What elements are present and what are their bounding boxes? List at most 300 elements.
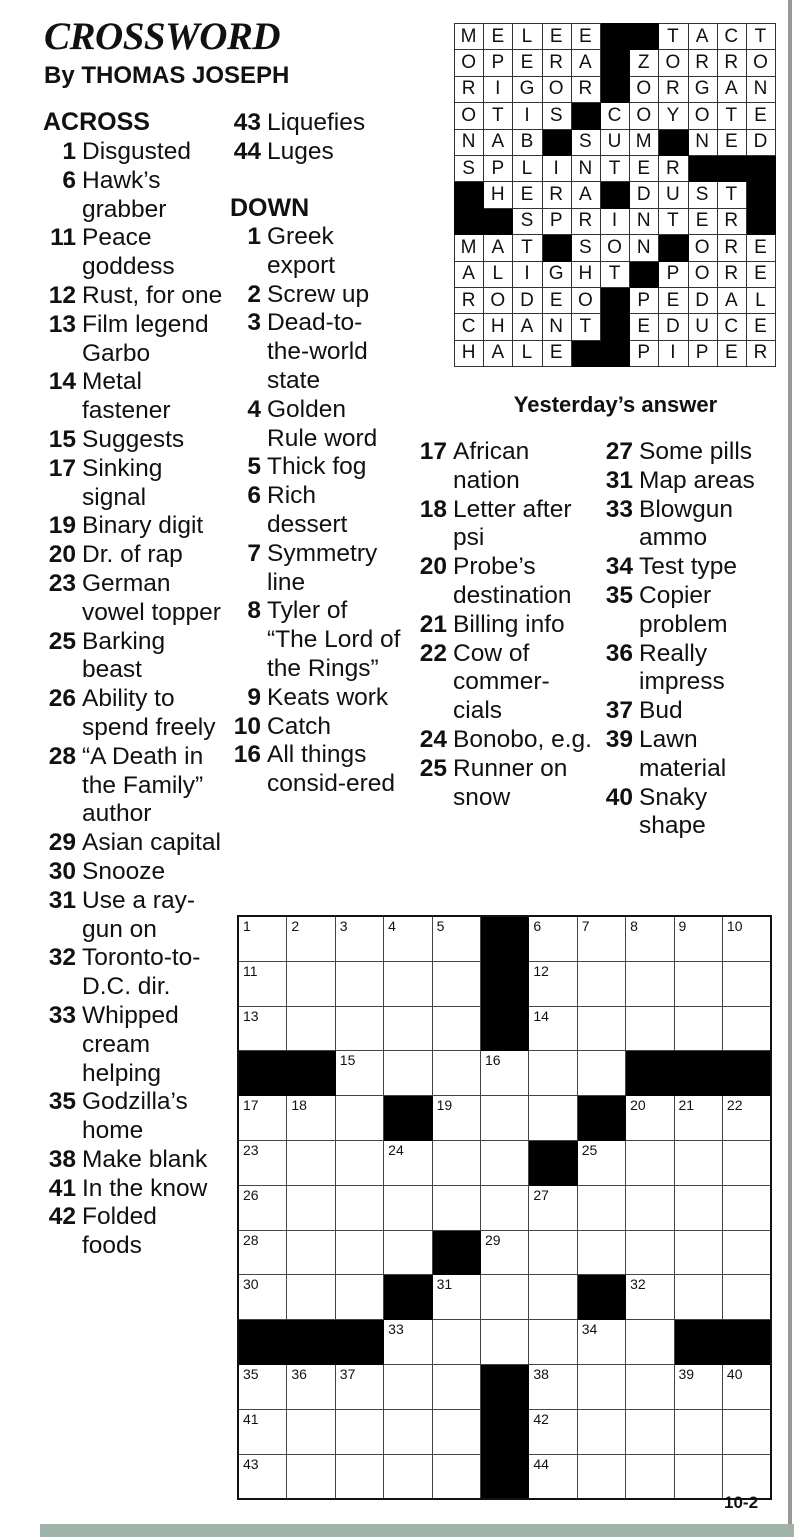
- clue-text: Greek export: [267, 223, 336, 279]
- clue-number: 6: [62, 166, 76, 194]
- grid-cell[interactable]: [674, 1185, 722, 1230]
- answer-black-square: [600, 340, 629, 366]
- grid-cell[interactable]: [529, 916, 577, 961]
- clue-col1-14: [43, 368, 223, 426]
- grid-cell[interactable]: [432, 1051, 480, 1096]
- grid-cell[interactable]: [529, 1051, 577, 1096]
- grid-cell[interactable]: [335, 1409, 383, 1454]
- answer-letter-cell: E: [542, 287, 571, 313]
- grid-cell[interactable]: [335, 1140, 383, 1185]
- answer-letter-cell: O: [542, 76, 571, 102]
- grid-cell[interactable]: [384, 1006, 432, 1051]
- grid-cell[interactable]: [287, 1006, 335, 1051]
- grid-cell[interactable]: [432, 1364, 480, 1409]
- answer-letter-cell: R: [659, 76, 688, 102]
- grid-cell[interactable]: [529, 1230, 577, 1275]
- answer-letter-cell: M: [630, 129, 659, 155]
- clue-text: Make blank: [82, 1145, 208, 1173]
- grid-cell[interactable]: [577, 1051, 625, 1096]
- black-square: [335, 1320, 383, 1365]
- grid-cell[interactable]: [577, 916, 625, 961]
- clue-number: 38: [48, 1145, 76, 1173]
- clue-text: “A Death in the Family” author: [82, 742, 204, 828]
- answer-letter-cell: E: [746, 235, 775, 261]
- clue-col4-37: [600, 697, 775, 726]
- answer-letter-cell: I: [484, 76, 513, 102]
- clue-number: 41: [48, 1174, 76, 1202]
- cell-number: 31: [436, 1276, 453, 1293]
- answer-letter-cell: H: [571, 261, 600, 287]
- grid-cell[interactable]: [626, 1454, 674, 1499]
- grid-cell[interactable]: [384, 1140, 432, 1185]
- grid-cell[interactable]: [577, 1320, 625, 1365]
- black-square: [238, 1051, 287, 1096]
- grid-cell[interactable]: [384, 1230, 432, 1275]
- grid-cell[interactable]: [384, 1409, 432, 1454]
- grid-cell[interactable]: [238, 1185, 287, 1230]
- grid-cell[interactable]: [626, 961, 674, 1006]
- grid-cell[interactable]: [529, 1185, 577, 1230]
- clue-number: 26: [48, 685, 76, 713]
- grid-cell[interactable]: [529, 1096, 577, 1141]
- answer-letter-cell: I: [600, 208, 629, 234]
- clue-col3-20: [414, 553, 596, 611]
- answer-letter-cell: R: [717, 208, 746, 234]
- clue-number: 32: [48, 944, 76, 972]
- grid-cell[interactable]: [335, 1185, 383, 1230]
- answer-letter-cell: O: [688, 103, 717, 129]
- clue-number: 6: [247, 482, 261, 510]
- clue-number: 43: [233, 109, 261, 136]
- grid-cell[interactable]: [529, 1320, 577, 1365]
- clue-col1-32: [43, 944, 223, 1002]
- grid-cell[interactable]: [238, 1364, 287, 1409]
- cell-number: 16: [484, 1052, 501, 1069]
- grid-cell[interactable]: [577, 961, 625, 1006]
- answer-letter-cell: I: [659, 340, 688, 366]
- grid-cell[interactable]: [287, 1275, 335, 1320]
- answer-black-square: [717, 155, 746, 181]
- clue-number: 8: [247, 597, 261, 625]
- grid-cell[interactable]: [238, 1230, 287, 1275]
- grid-cell[interactable]: [674, 1454, 722, 1499]
- cell-number: 27: [533, 1186, 549, 1203]
- grid-cell[interactable]: [674, 1275, 722, 1320]
- answer-letter-cell: B: [513, 129, 542, 155]
- clue-text: Binary digit: [82, 512, 204, 540]
- cell-number: 22: [726, 1097, 743, 1114]
- answer-letter-cell: E: [688, 208, 717, 234]
- clue-text: Luges: [267, 137, 334, 165]
- grid-cell[interactable]: [238, 1096, 287, 1141]
- answer-caption: Yesterday’s answer: [513, 392, 718, 417]
- clue-col4-39: [600, 726, 775, 784]
- clue-col4-36: [600, 640, 775, 698]
- clue-text: Copier problem: [639, 581, 728, 638]
- down-clues-col4: [600, 438, 775, 841]
- clue-number: 25: [48, 627, 76, 655]
- grid-cell[interactable]: [529, 1364, 577, 1409]
- grid-cell[interactable]: [384, 1185, 432, 1230]
- clue-number: 17: [419, 438, 447, 465]
- clue-col1-23: [43, 570, 223, 628]
- clue-number: 4: [247, 395, 261, 423]
- cell-number: 42: [533, 1410, 549, 1427]
- clue-number: 20: [48, 541, 76, 569]
- clue-col1-1: [43, 138, 223, 167]
- grid-cell[interactable]: [626, 916, 674, 961]
- grid-cell[interactable]: [480, 1230, 528, 1275]
- grid-cell[interactable]: [335, 1230, 383, 1275]
- grid-cell[interactable]: [626, 1275, 674, 1320]
- answer-letter-cell: D: [513, 287, 542, 313]
- grid-cell[interactable]: [238, 1140, 287, 1185]
- grid-cell[interactable]: [432, 1275, 480, 1320]
- clue-number: 24: [419, 725, 447, 753]
- answer-letter-cell: O: [571, 287, 600, 313]
- grid-cell[interactable]: [335, 1051, 383, 1096]
- clue-col1-30: [43, 858, 223, 887]
- grid-cell[interactable]: [432, 1140, 480, 1185]
- grid-cell[interactable]: [626, 1320, 674, 1365]
- grid-cell[interactable]: [335, 1006, 383, 1051]
- grid-cell[interactable]: [287, 1409, 335, 1454]
- black-square: [238, 1320, 287, 1365]
- grid-cell[interactable]: [238, 1409, 287, 1454]
- grid-cell[interactable]: [529, 1275, 577, 1320]
- black-square: [674, 1051, 722, 1096]
- puzzle-title: CROSSWORD: [44, 15, 281, 58]
- grid-cell[interactable]: [674, 1409, 722, 1454]
- answer-letter-cell: E: [571, 24, 600, 50]
- answer-letter-cell: D: [659, 314, 688, 340]
- clue-text: Blowgun ammo: [639, 495, 733, 552]
- grid-cell[interactable]: [480, 1275, 528, 1320]
- grid-cell[interactable]: [480, 1096, 528, 1141]
- grid-cell[interactable]: [335, 1275, 383, 1320]
- clue-text: Test type: [639, 553, 738, 581]
- grid-cell[interactable]: [626, 1185, 674, 1230]
- grid-cell[interactable]: [432, 1454, 480, 1499]
- answer-black-square: [455, 208, 484, 234]
- clue-text: Lawn material: [639, 725, 727, 782]
- grid-cell[interactable]: [287, 1230, 335, 1275]
- answer-letter-cell: P: [630, 340, 659, 366]
- grid-cell[interactable]: [432, 1006, 480, 1051]
- grid-cell[interactable]: [626, 1230, 674, 1275]
- cell-number: 18: [291, 1097, 307, 1114]
- grid-cell[interactable]: [722, 1364, 771, 1409]
- answer-letter-cell: P: [688, 340, 717, 366]
- black-square: [722, 1051, 771, 1096]
- grid-cell[interactable]: [674, 961, 722, 1006]
- answer-letter-cell: N: [630, 235, 659, 261]
- grid-cell[interactable]: [722, 1409, 771, 1454]
- grid-cell[interactable]: [577, 1409, 625, 1454]
- grid-cell[interactable]: [529, 1409, 577, 1454]
- clue-text: Rust, for one: [82, 281, 223, 309]
- grid-cell[interactable]: [577, 1185, 625, 1230]
- answer-letter-cell: E: [630, 155, 659, 181]
- cell-number: 21: [678, 1097, 695, 1114]
- clue-text: German vowel topper: [82, 569, 221, 626]
- clue-text: Toronto-to-D.C. dir.: [82, 944, 201, 1001]
- cell-number: 10: [726, 918, 743, 934]
- answer-letter-cell: C: [600, 103, 629, 129]
- black-square: [674, 1320, 722, 1365]
- answer-letter-cell: N: [688, 129, 717, 155]
- answer-letter-cell: S: [571, 129, 600, 155]
- clue-col2_down-16: [229, 741, 401, 799]
- clue-col2_down-3: [229, 309, 401, 395]
- across-clues-col1: [43, 138, 223, 1261]
- grid-cell[interactable]: [722, 1275, 771, 1320]
- answer-letter-cell: O: [688, 235, 717, 261]
- grid-cell[interactable]: [384, 1364, 432, 1409]
- answer-letter-cell: S: [455, 155, 484, 181]
- answer-letter-cell: R: [571, 208, 600, 234]
- answer-letter-cell: C: [717, 314, 746, 340]
- grid-cell[interactable]: [238, 1454, 287, 1499]
- clue-number: 12: [48, 281, 76, 309]
- grid-cell[interactable]: [577, 1006, 625, 1051]
- grid-cell[interactable]: [674, 1230, 722, 1275]
- answer-letter-cell: G: [688, 76, 717, 102]
- clue-col3-17: [414, 438, 596, 496]
- answer-letter-cell: A: [688, 24, 717, 50]
- cell-number: 24: [388, 1141, 404, 1158]
- clue-number: 31: [48, 886, 76, 914]
- answer-letter-cell: O: [455, 50, 484, 76]
- answer-letter-cell: O: [659, 50, 688, 76]
- black-square: [722, 1320, 771, 1365]
- cell-number: 15: [339, 1052, 356, 1069]
- clue-text: Hawk’s grabber: [82, 166, 167, 223]
- cell-number: 14: [533, 1007, 549, 1024]
- answer-letter-cell: O: [688, 261, 717, 287]
- grid-cell[interactable]: [432, 916, 480, 961]
- grid-cell[interactable]: [287, 916, 335, 961]
- grid-cell[interactable]: [480, 1320, 528, 1365]
- answer-letter-cell: E: [630, 314, 659, 340]
- answer-letter-cell: A: [717, 287, 746, 313]
- cell-number: 5: [436, 918, 445, 934]
- grid-cell[interactable]: [432, 961, 480, 1006]
- answer-letter-cell: T: [717, 182, 746, 208]
- grid-cell[interactable]: [722, 1096, 771, 1141]
- answer-letter-cell: T: [746, 24, 775, 50]
- grid-cell[interactable]: [626, 1096, 674, 1141]
- clue-text: Cow of commer-cials: [453, 639, 550, 725]
- answer-letter-cell: H: [484, 314, 513, 340]
- cell-number: 6: [533, 918, 542, 934]
- cell-number: 32: [630, 1276, 646, 1293]
- cell-number: 17: [243, 1097, 259, 1114]
- yesterdays-answer-grid: [454, 23, 776, 367]
- clue-number: 20: [419, 553, 447, 581]
- clue-text: Ability to spend freely: [82, 685, 216, 741]
- answer-letter-cell: A: [484, 340, 513, 366]
- clue-text: Letter after psi: [453, 495, 572, 552]
- clue-number: 1: [62, 138, 76, 165]
- clue-col2_down-1: [229, 223, 401, 281]
- clue-text: Map areas: [639, 466, 755, 494]
- answer-letter-cell: O: [600, 235, 629, 261]
- clue-number: 1: [247, 223, 261, 250]
- grid-cell[interactable]: [432, 1096, 480, 1141]
- answer-letter-cell: L: [513, 24, 542, 50]
- clue-col3-25: [414, 755, 596, 813]
- grid-cell[interactable]: [722, 1140, 771, 1185]
- answer-black-square: [600, 314, 629, 340]
- date-code: 10-2: [724, 1493, 759, 1512]
- clue-number: 33: [605, 495, 633, 523]
- grid-cell[interactable]: [480, 1051, 528, 1096]
- grid-cell[interactable]: [335, 1364, 383, 1409]
- grid-cell[interactable]: [577, 1454, 625, 1499]
- clue-number: 42: [48, 1203, 76, 1231]
- down-heading: DOWN: [230, 194, 310, 222]
- answer-letter-cell: T: [571, 314, 600, 340]
- grid-cell[interactable]: [626, 1006, 674, 1051]
- answer-letter-cell: O: [630, 103, 659, 129]
- clue-text: African nation: [453, 438, 530, 494]
- grid-cell[interactable]: [674, 1006, 722, 1051]
- clue-number: 22: [419, 639, 447, 667]
- black-square: [480, 1454, 528, 1499]
- grid-cell[interactable]: [432, 1185, 480, 1230]
- grid-cell[interactable]: [384, 1320, 432, 1365]
- cell-number: 30: [243, 1276, 259, 1293]
- grid-cell[interactable]: [384, 916, 432, 961]
- cell-number: 37: [339, 1365, 356, 1382]
- bottom-bar: [40, 1524, 794, 1537]
- grid-cell[interactable]: [238, 1006, 287, 1051]
- page-edge-rule: [788, 0, 792, 1524]
- answer-letter-cell: N: [455, 129, 484, 155]
- answer-letter-cell: P: [659, 261, 688, 287]
- grid-cell[interactable]: [287, 961, 335, 1006]
- grid-cell[interactable]: [287, 1096, 335, 1141]
- clue-text: Suggests: [82, 425, 185, 453]
- answer-letter-cell: U: [688, 314, 717, 340]
- black-square: [577, 1096, 625, 1141]
- grid-cell[interactable]: [335, 1096, 383, 1141]
- clue-text: Probe’s destination: [453, 553, 572, 609]
- clue-number: 34: [605, 553, 633, 581]
- grid-cell[interactable]: [287, 1364, 335, 1409]
- answer-letter-cell: P: [630, 287, 659, 313]
- grid-cell[interactable]: [674, 1140, 722, 1185]
- grid-cell[interactable]: [674, 916, 722, 961]
- grid-cell[interactable]: [577, 1140, 625, 1185]
- grid-cell[interactable]: [384, 1454, 432, 1499]
- grid-cell[interactable]: [529, 1006, 577, 1051]
- clue-text: Keats work: [267, 683, 389, 711]
- grid-cell[interactable]: [722, 1006, 771, 1051]
- grid-cell[interactable]: [722, 1230, 771, 1275]
- grid-cell[interactable]: [335, 961, 383, 1006]
- answer-letter-cell: L: [746, 287, 775, 313]
- grid-cell[interactable]: [480, 1140, 528, 1185]
- grid-cell[interactable]: [238, 961, 287, 1006]
- grid-cell[interactable]: [529, 961, 577, 1006]
- answer-letter-cell: R: [455, 287, 484, 313]
- clue-col1-11: [43, 224, 223, 282]
- clue-number: 19: [48, 512, 76, 540]
- clue-number: 40: [605, 783, 633, 811]
- answer-letter-cell: L: [513, 340, 542, 366]
- clue-text: Really impress: [639, 639, 725, 696]
- grid-cell[interactable]: [577, 1364, 625, 1409]
- black-square: [287, 1051, 335, 1096]
- cell-number: 39: [678, 1365, 695, 1382]
- clue-number: 2: [247, 280, 261, 308]
- clue-text: Screw up: [267, 280, 370, 308]
- grid-cell[interactable]: [238, 916, 287, 961]
- grid-cell[interactable]: [722, 916, 771, 961]
- grid-cell[interactable]: [384, 961, 432, 1006]
- grid-cell[interactable]: [577, 1230, 625, 1275]
- clue-number: 30: [48, 857, 76, 885]
- answer-letter-cell: A: [455, 261, 484, 287]
- answer-letter-cell: T: [600, 155, 629, 181]
- grid-cell[interactable]: [626, 1140, 674, 1185]
- grid-cell[interactable]: [626, 1364, 674, 1409]
- clue-number: 3: [247, 309, 261, 337]
- clue-number: 17: [48, 454, 76, 482]
- grid-cell[interactable]: [480, 1185, 528, 1230]
- grid-cell[interactable]: [529, 1454, 577, 1499]
- cell-number: 26: [243, 1186, 259, 1203]
- clue-col2_down-7: [229, 540, 401, 598]
- grid-cell[interactable]: [287, 1140, 335, 1185]
- grid-cell[interactable]: [335, 1454, 383, 1499]
- clue-col1-41: [43, 1175, 223, 1204]
- answer-letter-cell: E: [542, 24, 571, 50]
- answer-letter-cell: R: [542, 182, 571, 208]
- cell-number: 11: [243, 962, 258, 979]
- clue-number: 21: [419, 610, 447, 638]
- grid-cell[interactable]: [432, 1320, 480, 1365]
- answer-letter-cell: M: [455, 235, 484, 261]
- clue-col1-13: [43, 311, 223, 369]
- clue-col1-12: [43, 282, 223, 311]
- clue-text: Folded foods: [82, 1203, 157, 1260]
- answer-letter-cell: R: [542, 50, 571, 76]
- answer-black-square: [659, 235, 688, 261]
- grid-cell[interactable]: [674, 1364, 722, 1409]
- grid-cell[interactable]: [674, 1096, 722, 1141]
- answer-letter-cell: E: [513, 182, 542, 208]
- answer-black-square: [746, 208, 775, 234]
- grid-cell[interactable]: [722, 961, 771, 1006]
- clue-text: Snaky shape: [639, 783, 708, 840]
- black-square: [480, 916, 528, 961]
- grid-cell[interactable]: [335, 916, 383, 961]
- grid-cell[interactable]: [287, 1454, 335, 1499]
- answer-letter-cell: A: [571, 182, 600, 208]
- grid-cell[interactable]: [626, 1409, 674, 1454]
- answer-letter-cell: S: [688, 182, 717, 208]
- grid-cell[interactable]: [384, 1051, 432, 1096]
- clue-number: 28: [48, 742, 76, 770]
- grid-cell[interactable]: [238, 1275, 287, 1320]
- answer-letter-cell: E: [746, 103, 775, 129]
- grid-cell[interactable]: [287, 1185, 335, 1230]
- grid-cell[interactable]: [432, 1409, 480, 1454]
- grid-cell[interactable]: [722, 1185, 771, 1230]
